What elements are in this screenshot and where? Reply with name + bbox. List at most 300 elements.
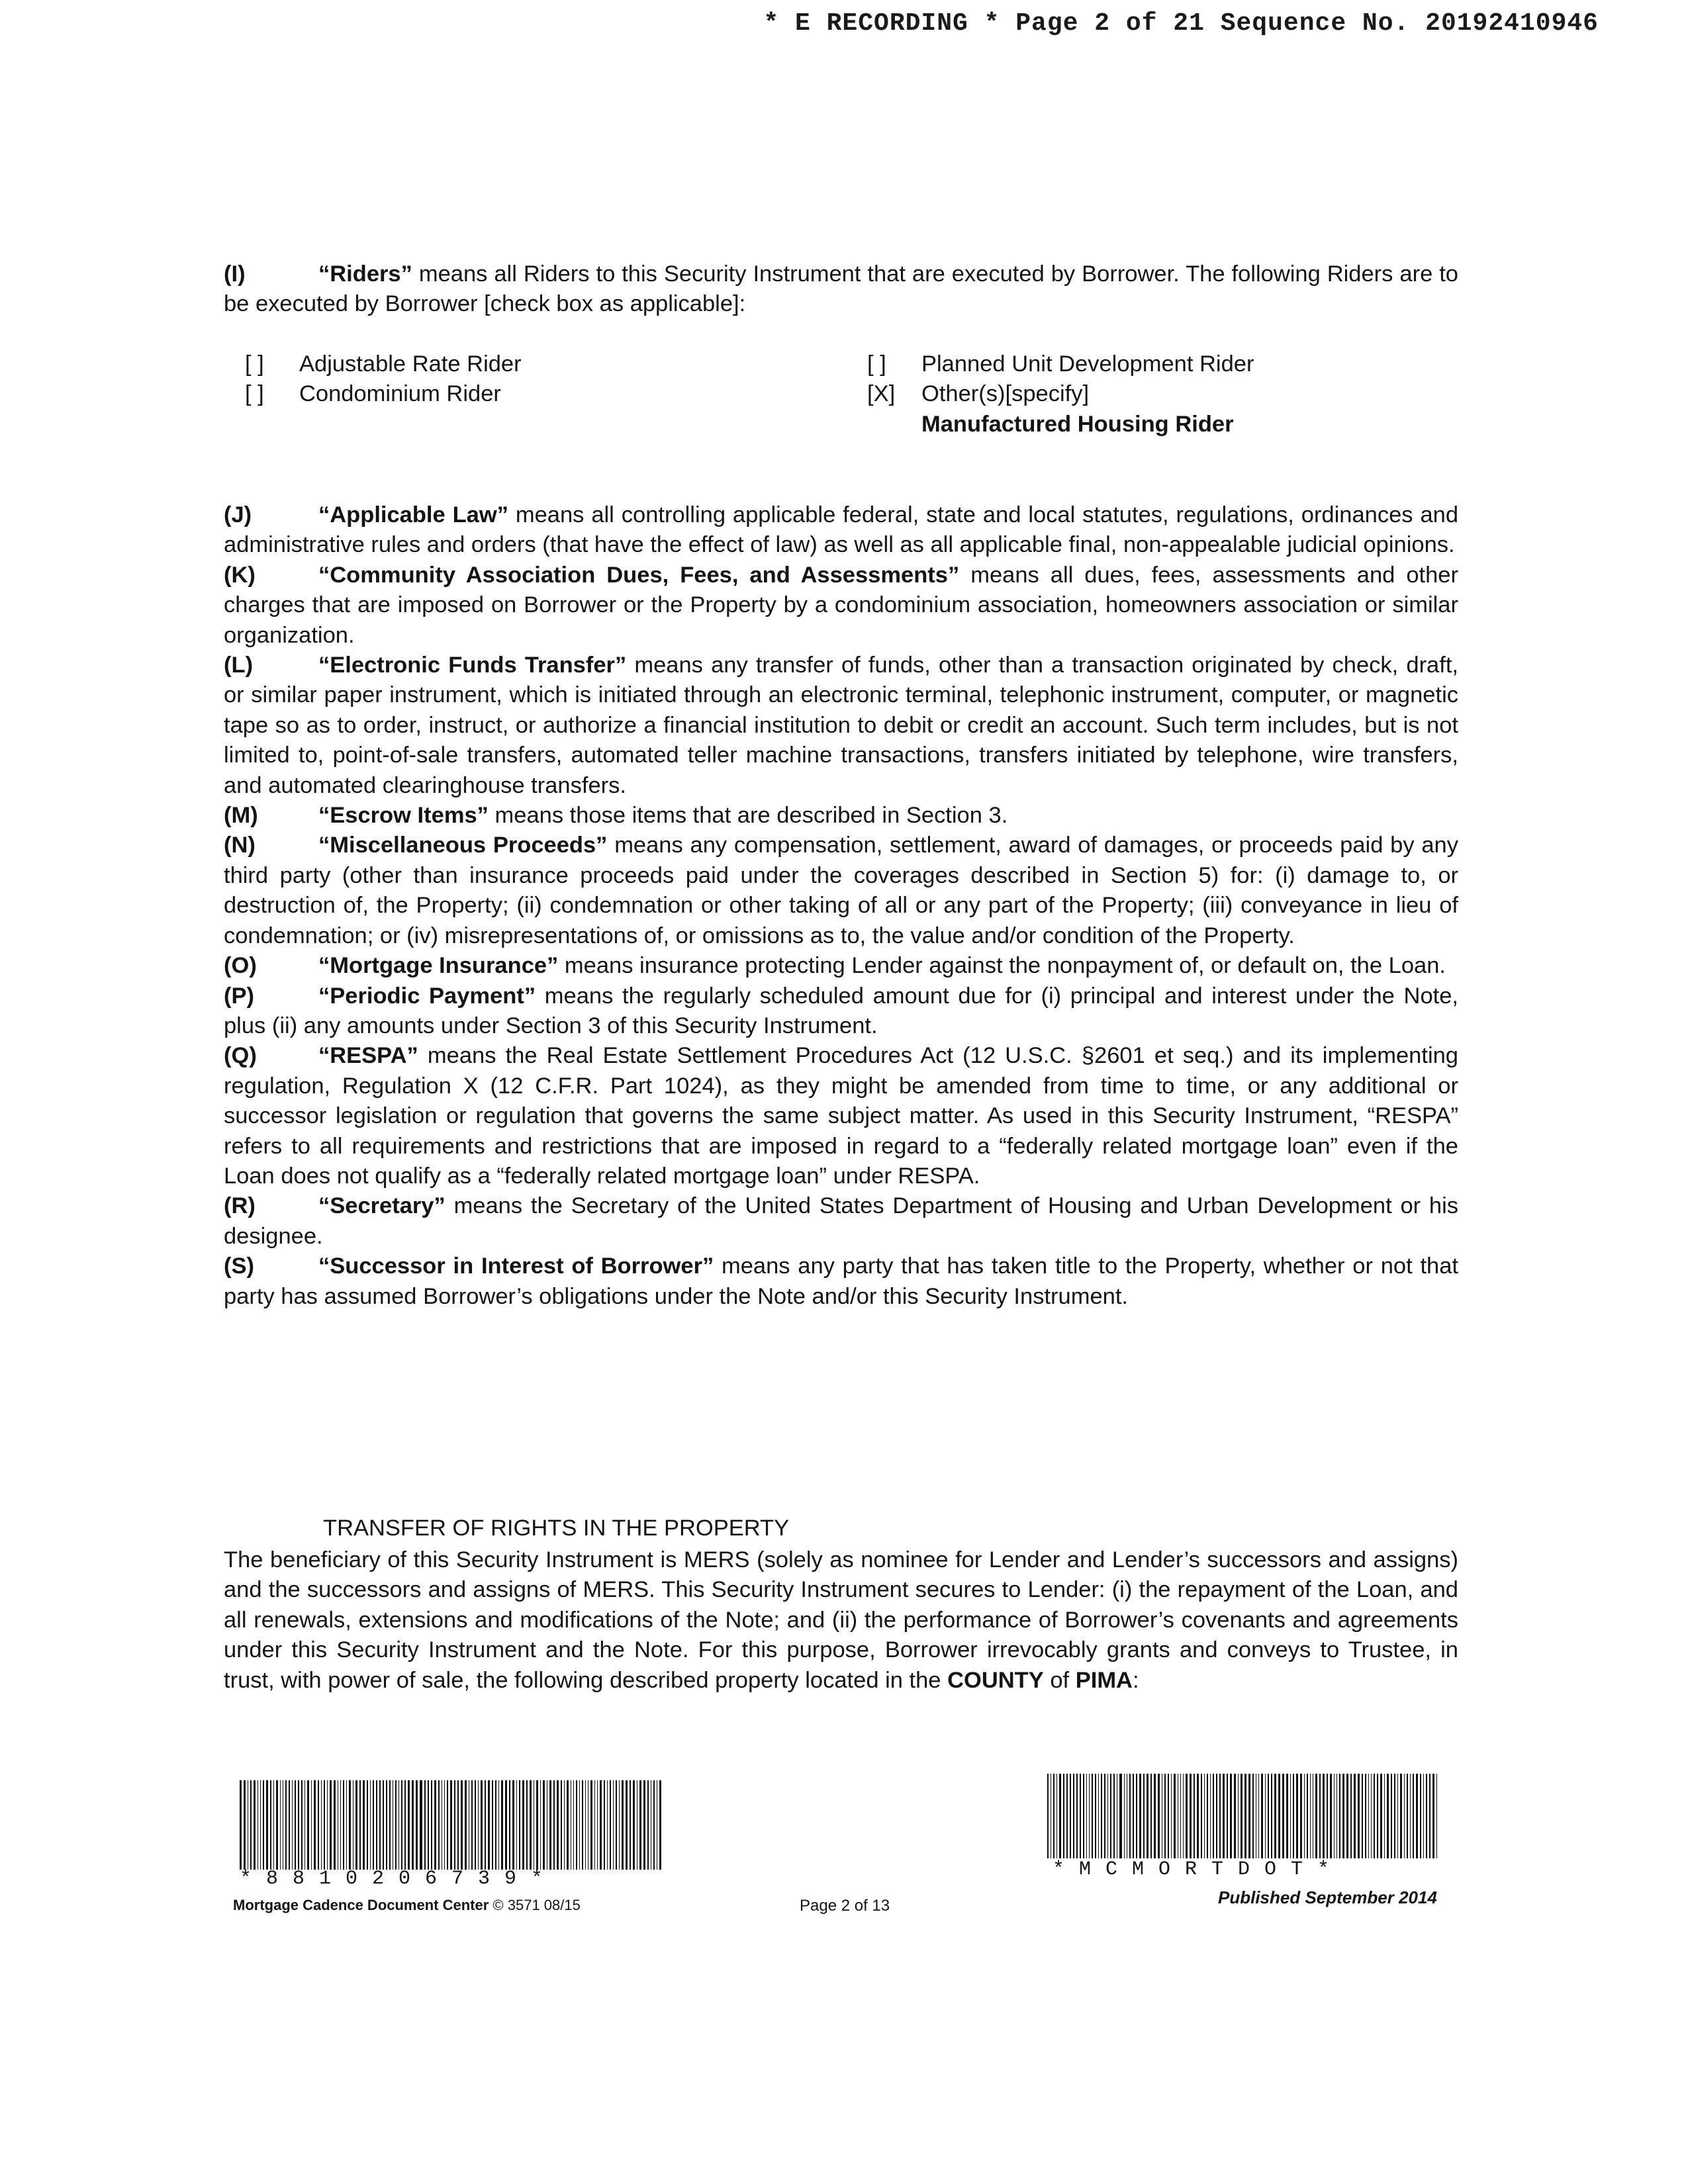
barcode-bar	[273, 1780, 274, 1870]
barcode-bar	[363, 1780, 365, 1870]
barcode-bar	[1190, 1774, 1192, 1858]
barcode-bar	[1394, 1774, 1395, 1858]
barcode-bar	[1432, 1774, 1434, 1858]
rider-option	[867, 379, 1254, 409]
barcode-bar	[643, 1780, 645, 1870]
definitions-list	[224, 500, 1458, 1312]
barcode-bar	[1056, 1774, 1057, 1858]
barcode-bar	[659, 1780, 661, 1870]
barcode-bar	[1327, 1774, 1329, 1858]
barcode-bar	[386, 1780, 387, 1870]
transfer-county-name: PIMA	[1075, 1667, 1133, 1693]
barcode-bar	[567, 1780, 568, 1870]
barcode-bar	[289, 1780, 290, 1870]
barcode-bar	[1110, 1774, 1111, 1858]
barcode-bar	[1282, 1774, 1284, 1858]
barcode-bar	[1223, 1774, 1225, 1858]
barcode-right-digits: *MCMORTDOT*	[1053, 1858, 1344, 1881]
transfer-end: :	[1132, 1667, 1139, 1693]
barcode-bar	[530, 1780, 532, 1870]
barcode-bar	[1053, 1774, 1055, 1858]
barcode-bar	[1227, 1774, 1228, 1858]
transfer-text: The beneficiary of this Security Instrument is MERS (solely as nominee for Lender and Lender’s successors and assigns) and the successors and assigns of MERS. This Security Instrument secures to Lender: (i) the repayment of the Loan, and all renewals, extensions and modifications of the Note; and (ii) the performance of Borrower’s covenants and agreements under this Security Instrument and the Note. For this purpose, Borrower irrevocably grants and conveys to Trustee, in trust, with power of sale, the following described property located in the	[224, 1547, 1458, 1693]
barcode-bar	[1420, 1774, 1421, 1858]
barcode-bar	[1307, 1774, 1308, 1858]
barcode-bar	[1290, 1774, 1291, 1858]
footer-published: Published September 2014	[1218, 1888, 1437, 1907]
definition-text: means the regularly scheduled amount due for (i) principal and interest under the Note, plus (ii) any amounts under Section 3 of this Security Instrument.	[224, 983, 1458, 1038]
barcode-bar	[553, 1780, 555, 1870]
barcode-bar	[1186, 1774, 1187, 1858]
barcode-bar	[501, 1780, 503, 1870]
barcode-bar	[509, 1780, 510, 1870]
barcode-bar	[285, 1780, 287, 1870]
barcode-bar	[416, 1780, 418, 1870]
barcode-bar	[481, 1780, 483, 1870]
definition-term: “Escrow Items”	[318, 803, 489, 829]
definition-text: means those items that are described in Section 3.	[488, 803, 1008, 829]
footer-page-number: Page 2 of 13	[800, 1897, 890, 1915]
barcode-bar	[424, 1780, 426, 1870]
barcode-bar	[607, 1780, 608, 1870]
barcode-bar	[1265, 1774, 1266, 1858]
barcode-bar	[349, 1780, 351, 1870]
barcode-bar	[1183, 1774, 1184, 1858]
barcode-bar	[1391, 1774, 1392, 1858]
barcode-bar	[1384, 1774, 1385, 1858]
barcode-bar	[1336, 1774, 1337, 1858]
definition-term: “Periodic Payment”	[318, 983, 536, 1009]
definition-text: means any compensation, settlement, award of damages, or proceeds paid by any third party (other than insurance proceeds paid under the coverages described in Section 5) for: (i) damage to, or destruction of, the Property; (ii) condemnation or other taking of all or any part of the Property; (iii) conveyance in lieu of condemnation; or (iv) misrepresentations of, or omissions as to, the value and/or condition of the Property.	[224, 833, 1458, 948]
transfer-county-label: COUNTY	[947, 1667, 1044, 1693]
barcode-bar	[1089, 1774, 1090, 1858]
barcode-bar	[519, 1780, 521, 1870]
barcode-bar	[622, 1780, 624, 1870]
barcode-bar	[469, 1780, 470, 1870]
barcode-bar	[442, 1780, 443, 1870]
barcode-bar	[250, 1780, 252, 1870]
definition-term: “Applicable Law”	[318, 502, 508, 527]
barcode-bar	[1293, 1774, 1294, 1858]
definition-term: “Community Association Dues, Fees, and Assessments”	[318, 562, 960, 588]
barcode-bar	[1180, 1774, 1182, 1858]
barcode-bar	[1219, 1774, 1221, 1858]
barcode-bar	[588, 1780, 589, 1870]
barcode-bar	[450, 1780, 452, 1870]
definition-text: means the Secretary of the United States Department of Housing and Urban Development or his designee.	[224, 1193, 1458, 1249]
barcode-bar	[1241, 1774, 1243, 1858]
barcode-bar	[359, 1780, 361, 1870]
definition-text: means the Real Estate Settlement Procedures Act (12 U.S.C. §2601 et seq.) and its implementing regulation, Regulation X (12 C.F.R. Part 1024), as they might be amended from time to time, or any additional or successor legislation or regulation that governs the same subject matter. As used in this Security Instrument, “RESPA” refers to all requirements and restrictions that are imposed in regard to a “federally related mortgage loan” even if the Loan does not qualify as a “federally related mortgage loan” under RESPA.	[224, 1043, 1458, 1189]
barcode-bar	[465, 1780, 467, 1870]
barcode-bar	[1380, 1774, 1382, 1858]
barcode-bar	[1429, 1774, 1430, 1858]
barcode-bar	[321, 1780, 322, 1870]
barcode-bar	[311, 1780, 312, 1870]
rider-column-left	[245, 349, 522, 410]
barcode-bar	[334, 1780, 336, 1870]
barcode-bar	[1274, 1774, 1276, 1858]
barcode-bar	[1234, 1774, 1236, 1858]
recording-header: * E RECORDING * Page 2 of 21 Sequence No. 20192410946	[763, 9, 1599, 38]
barcode-bar	[1194, 1774, 1195, 1858]
barcode-bar	[1416, 1774, 1418, 1858]
barcode-bar	[1286, 1774, 1288, 1858]
barcode-bar	[1207, 1774, 1209, 1858]
rider-checkbox: [ ]	[245, 381, 264, 407]
barcode-bar	[408, 1780, 410, 1870]
barcode-bar	[307, 1780, 309, 1870]
barcode-bar	[1139, 1774, 1141, 1858]
barcode-bar	[1098, 1774, 1099, 1858]
barcode-bar	[516, 1780, 517, 1870]
definition-text: means any transfer of funds, other than a transaction originated by check, draft, or similar paper instrument, which is initiated through an electronic terminal, telephonic instrument, computer, or magnetic tape so as to order, instruct, or authorize a financial institution to debit or credit an account. Such term includes, but is not limited to, point-of-sale transfers, automated teller machine transactions, transfers initiated by telephone, wire transfers, and automated clearinghouse transfers.	[224, 653, 1458, 798]
barcode-bar	[619, 1780, 620, 1870]
barcode-bar	[1315, 1774, 1317, 1858]
barcode-bar	[420, 1780, 422, 1870]
barcode-bar	[585, 1780, 586, 1870]
barcode-bar	[1066, 1774, 1068, 1858]
barcode-bar	[597, 1780, 598, 1870]
barcode-bar	[1059, 1774, 1061, 1858]
barcode-bar	[1119, 1774, 1121, 1858]
barcode-bar	[557, 1780, 559, 1870]
barcode-bar	[1323, 1774, 1325, 1858]
barcode-bar	[276, 1780, 278, 1870]
barcode-bar	[637, 1780, 638, 1870]
barcode-bar	[1350, 1774, 1352, 1858]
definition-mortgage-insurance	[224, 951, 1458, 981]
barcode-bar	[1387, 1774, 1389, 1858]
barcode-bar	[604, 1780, 605, 1870]
barcode-bar	[1339, 1774, 1340, 1858]
rider-other-specified: Manufactured Housing Rider	[921, 411, 1234, 437]
barcode-bar	[1342, 1774, 1344, 1858]
barcode-bar	[270, 1780, 271, 1870]
barcode-bar	[540, 1780, 541, 1870]
barcode-bar	[495, 1780, 496, 1870]
barcode-bar	[1334, 1774, 1335, 1858]
barcode-bar	[582, 1780, 583, 1870]
rider-checkbox: [X]	[867, 381, 896, 407]
barcode-bar	[549, 1780, 551, 1870]
definition-letter: (M)	[224, 803, 258, 829]
barcode-bar	[1133, 1774, 1134, 1858]
barcode-bar	[594, 1780, 595, 1870]
barcode-bar	[1113, 1774, 1115, 1858]
barcode-bar	[1143, 1774, 1145, 1858]
barcode-bar	[395, 1780, 397, 1870]
barcode-bar	[561, 1780, 563, 1870]
barcode-bar	[522, 1780, 524, 1870]
definition-periodic-payment	[224, 981, 1458, 1042]
barcode-bar	[488, 1780, 490, 1870]
barcode-bar	[1346, 1774, 1348, 1858]
barcode-bar	[1124, 1774, 1125, 1858]
barcode-bar	[444, 1780, 445, 1870]
barcode-bar	[454, 1780, 456, 1870]
barcode-bar	[314, 1780, 316, 1870]
barcode-bar	[630, 1780, 631, 1870]
barcode-bar	[543, 1780, 545, 1870]
barcode-bar	[1063, 1774, 1064, 1858]
definition-letter: (Q)	[224, 1043, 257, 1069]
footer-form-code: © 3571 08/15	[492, 1897, 581, 1913]
barcode-bar	[266, 1780, 268, 1870]
barcode-bar	[1261, 1774, 1263, 1858]
barcode-bar	[1258, 1774, 1259, 1858]
rider-checkbox: [ ]	[867, 351, 886, 377]
barcode-bar	[1086, 1774, 1087, 1858]
barcode-bar	[346, 1780, 347, 1870]
rider-option	[245, 379, 522, 409]
barcode-bar	[438, 1780, 440, 1870]
barcode-bar	[240, 1780, 242, 1870]
barcode-bar	[616, 1780, 617, 1870]
barcode-bar	[379, 1780, 381, 1870]
barcode-bar	[1147, 1774, 1149, 1858]
definition-applicable-law	[224, 500, 1458, 561]
barcode-bar	[383, 1780, 384, 1870]
definition-letter: (S)	[224, 1253, 254, 1279]
definition-letter: (L)	[224, 653, 254, 678]
barcode-bar	[1310, 1774, 1311, 1858]
barcode-bar	[370, 1780, 371, 1870]
barcode-bar	[1095, 1774, 1096, 1858]
barcode-bar	[324, 1780, 325, 1870]
definition-letter: (O)	[224, 953, 257, 979]
barcode-bar	[343, 1780, 344, 1870]
barcode-bar	[478, 1780, 479, 1870]
definition-riders	[224, 259, 1458, 320]
barcode-bar	[1268, 1774, 1269, 1858]
barcode-bar	[1319, 1774, 1321, 1858]
barcode-bar	[526, 1780, 528, 1870]
barcode-bar	[576, 1780, 577, 1870]
barcode-bar	[1073, 1774, 1074, 1858]
barcode-bar	[1354, 1774, 1356, 1858]
barcode-bar	[401, 1780, 402, 1870]
barcode-bar	[1330, 1774, 1332, 1858]
barcode-bar	[579, 1780, 580, 1870]
barcode-bar	[1300, 1774, 1302, 1858]
rider-label: Condominium Rider	[299, 381, 501, 407]
barcode-bar	[1168, 1774, 1169, 1858]
definition-letter: (N)	[224, 833, 256, 858]
barcode-bar	[428, 1780, 429, 1870]
barcode-bar	[376, 1780, 377, 1870]
barcode-bar	[1204, 1774, 1205, 1858]
barcode-left	[240, 1780, 663, 1870]
barcode-bar	[475, 1780, 476, 1870]
barcode-bar	[1436, 1774, 1437, 1858]
barcode-bar	[1230, 1774, 1232, 1858]
barcode-bar	[461, 1780, 463, 1870]
barcode-bar	[1092, 1774, 1094, 1858]
barcode-bar	[340, 1780, 341, 1870]
barcode-bar	[1404, 1774, 1405, 1858]
barcode-bar	[485, 1780, 486, 1870]
barcode-bar	[1047, 1774, 1049, 1858]
definition-term: “Secretary”	[318, 1193, 445, 1219]
barcode-bar	[1400, 1774, 1402, 1858]
barcode-bar	[613, 1780, 614, 1870]
barcode-bar	[651, 1780, 652, 1870]
barcode-bar	[1174, 1774, 1176, 1858]
barcode-bar	[647, 1780, 649, 1870]
definition-term: “Successor in Interest of Borrower”	[318, 1253, 714, 1279]
definition-term: “Electronic Funds Transfer”	[318, 653, 627, 678]
barcode-bar	[318, 1780, 319, 1870]
barcode-bar	[1248, 1774, 1250, 1858]
barcode-bar	[1213, 1774, 1214, 1858]
barcode-bar	[1154, 1774, 1156, 1858]
definition-term: “Miscellaneous Proceeds”	[318, 833, 608, 858]
footer-document-center	[233, 1897, 581, 1914]
barcode-bar	[295, 1780, 297, 1870]
definition-letter: (I)	[224, 261, 246, 287]
barcode-bar	[1210, 1774, 1211, 1858]
barcode-bar	[1368, 1774, 1369, 1858]
barcode-bar	[536, 1780, 538, 1870]
rider-option	[245, 349, 522, 379]
barcode-bar	[260, 1780, 261, 1870]
footer-brand: Mortgage Cadence Document Center	[233, 1897, 489, 1913]
definition-text: means all Riders to this Security Instrument that are executed by Borrower. The following Riders are to be executed by Borrower [check box as applicable]:	[224, 261, 1458, 317]
definition-secretary	[224, 1191, 1458, 1251]
definition-term: “Riders”	[318, 261, 412, 287]
definition-letter: (P)	[224, 983, 254, 1009]
barcode-bar	[431, 1780, 432, 1870]
barcode-bar	[254, 1780, 256, 1870]
barcode-bar	[353, 1780, 354, 1870]
barcode-bar	[1252, 1774, 1254, 1858]
barcode-bar	[600, 1780, 602, 1870]
barcode-bar	[373, 1780, 374, 1870]
barcode-bar	[1304, 1774, 1305, 1858]
transfer-paragraph	[224, 1545, 1458, 1696]
barcode-bar	[1197, 1774, 1199, 1858]
barcode-bar	[330, 1780, 332, 1870]
barcode-bar	[1076, 1774, 1078, 1858]
barcode-bar	[1423, 1774, 1425, 1858]
barcode-bar	[1238, 1774, 1239, 1858]
definition-text: means all dues, fees, assessments and other charges that are imposed on Borrower or the Property by a condominium association, homeowners association or similar organization.	[224, 562, 1458, 648]
barcode-bar	[1158, 1774, 1160, 1858]
barcode-bar	[1104, 1774, 1105, 1858]
barcode-bar	[639, 1780, 641, 1870]
barcode-bar	[1150, 1774, 1152, 1858]
section-heading-transfer: TRANSFER OF RIGHTS IN THE PROPERTY	[323, 1516, 790, 1541]
definition-term: “Mortgage Insurance”	[318, 953, 559, 979]
barcode-bar	[653, 1780, 655, 1870]
barcode-bar	[564, 1780, 565, 1870]
barcode-bar	[447, 1780, 448, 1870]
barcode-bar	[412, 1780, 414, 1870]
barcode-bar	[1407, 1774, 1408, 1858]
barcode-bar	[471, 1780, 473, 1870]
barcode-bar	[244, 1780, 246, 1870]
barcode-bar	[1070, 1774, 1071, 1858]
barcode-bar	[280, 1780, 281, 1870]
barcode-bar	[1397, 1774, 1399, 1858]
barcode-bar	[404, 1780, 406, 1870]
definition-electronic-funds-transfer	[224, 651, 1458, 801]
barcode-left-digits: *8810206739*	[240, 1868, 558, 1890]
barcode-bar	[1201, 1774, 1202, 1858]
barcode-right	[1047, 1774, 1439, 1858]
rider-label: Planned Unit Development Rider	[921, 351, 1254, 377]
barcode-bar	[1358, 1774, 1360, 1858]
barcode-bar	[573, 1780, 575, 1870]
barcode-bar	[610, 1780, 611, 1870]
barcode-bar	[292, 1780, 293, 1870]
barcode-bar	[1271, 1774, 1273, 1858]
barcode-bar	[1362, 1774, 1364, 1858]
barcode-bar	[298, 1780, 299, 1870]
barcode-bar	[1244, 1774, 1246, 1858]
barcode-bar	[1136, 1774, 1137, 1858]
barcode-bar	[457, 1780, 459, 1870]
barcode-bar	[1371, 1774, 1372, 1858]
rider-label: Other(s)[specify]	[921, 381, 1090, 407]
rider-label: Adjustable Rate Rider	[299, 351, 522, 377]
definition-text: means any party that has taken title to the Property, whether or not that party has assumed Borrower’s obligations under the Note and/or this Security Instrument.	[224, 1253, 1458, 1309]
barcode-bar	[505, 1780, 507, 1870]
barcode-bar	[512, 1780, 514, 1870]
definition-letter: (K)	[224, 562, 256, 588]
barcode-bar	[1171, 1774, 1172, 1858]
barcode-bar	[633, 1780, 635, 1870]
definition-successor-in-interest	[224, 1251, 1458, 1312]
barcode-bar	[1164, 1774, 1166, 1858]
barcode-bar	[1101, 1774, 1102, 1858]
barcode-bar	[1365, 1774, 1366, 1858]
barcode-bar	[1216, 1774, 1217, 1858]
barcode-bar	[498, 1780, 499, 1870]
definition-miscellaneous-proceeds	[224, 831, 1458, 951]
barcode-bar	[1410, 1774, 1411, 1858]
barcode-bar	[1413, 1774, 1414, 1858]
barcode-bar	[327, 1780, 328, 1870]
barcode-bar	[626, 1780, 628, 1870]
barcode-bar	[367, 1780, 368, 1870]
barcode-bar	[1374, 1774, 1375, 1858]
barcode-bar	[263, 1780, 264, 1870]
barcode-bar	[1426, 1774, 1427, 1858]
rider-checkbox: [ ]	[245, 351, 264, 377]
barcode-bar	[1278, 1774, 1280, 1858]
barcode-bar	[1083, 1774, 1084, 1858]
definition-community-association-dues	[224, 561, 1458, 651]
barcode-bar	[1107, 1774, 1109, 1858]
barcode-bar	[434, 1780, 436, 1870]
transfer-of: of	[1043, 1667, 1076, 1693]
definition-term: “RESPA”	[318, 1043, 418, 1069]
definition-escrow-items	[224, 801, 1458, 831]
barcode-bar	[301, 1780, 303, 1870]
definition-text: means insurance protecting Lender against the nonpayment of, or default on, the Loan.	[558, 953, 1446, 979]
barcode-bar	[1296, 1774, 1298, 1858]
barcode-bar	[1129, 1774, 1131, 1858]
rider-column-right	[867, 349, 1254, 439]
barcode-bar	[355, 1780, 357, 1870]
definition-letter: (J)	[224, 502, 252, 527]
definition-letter: (R)	[224, 1193, 256, 1219]
definition-respa	[224, 1041, 1458, 1191]
rider-option	[867, 349, 1254, 379]
barcode-bar	[492, 1780, 493, 1870]
